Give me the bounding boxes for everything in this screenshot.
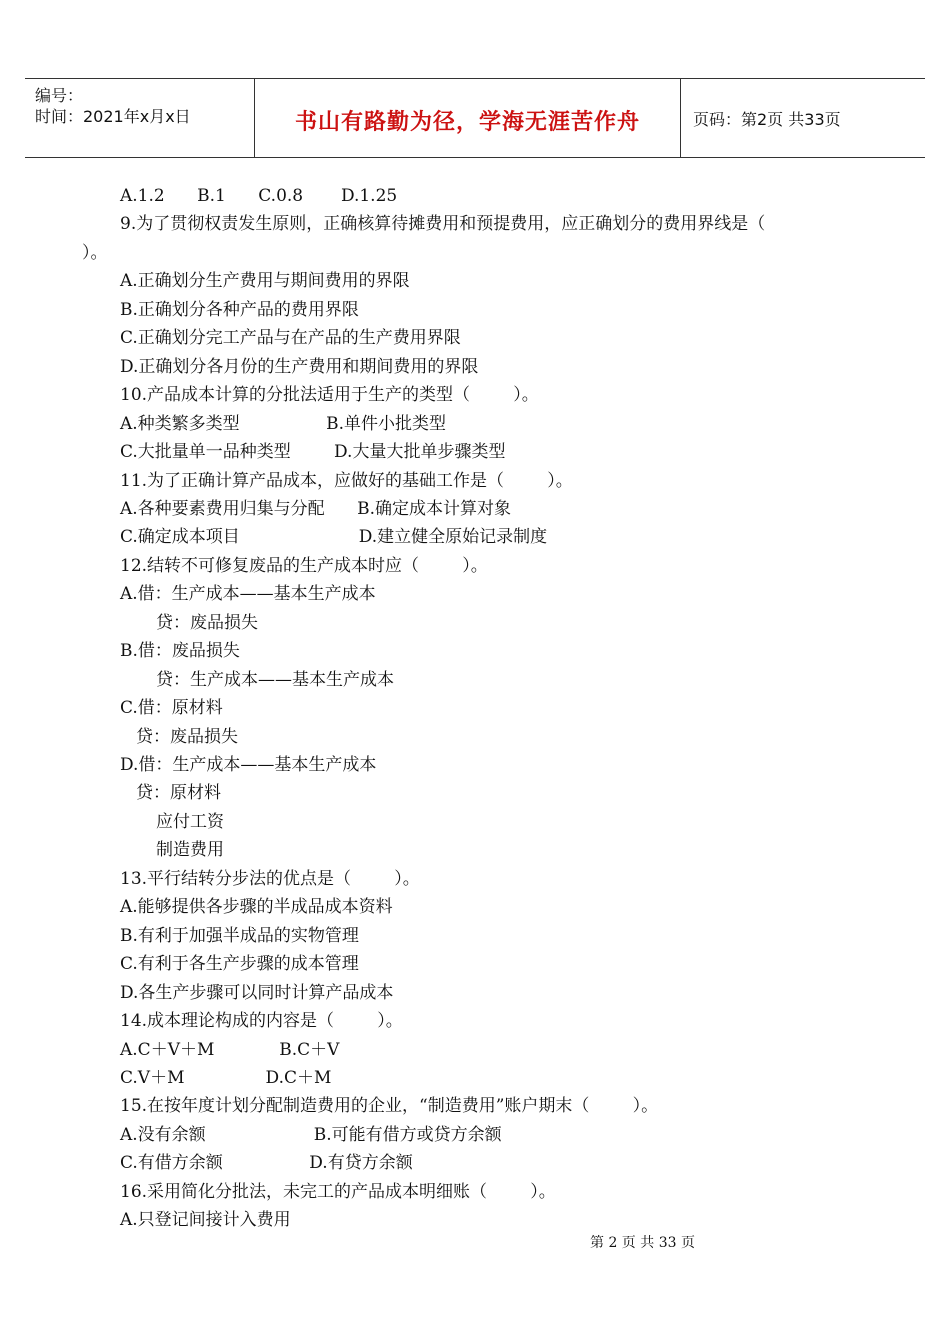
- text-line: C.正确划分完工产品与在产品的生产费用界限: [120, 328, 461, 349]
- motto-text: 书山有路勤为径，学海无涯苦作舟: [294, 109, 640, 135]
- text-line: D.各生产步骤可以同时计算产品成本: [120, 982, 394, 1003]
- text-line: A.种类繁多类型 B.单件小批类型: [120, 413, 447, 434]
- header-page-info: 页码：第2页 共33页: [693, 110, 841, 129]
- text-line: 制造费用: [156, 840, 224, 861]
- text-line: C.确定成本项目 D.建立健全原始记录制度: [120, 527, 548, 548]
- text-line: D.正确划分各月份的生产费用和期间费用的界限: [120, 356, 479, 377]
- text-line: 12.结转不可修复废品的生产成本时应（ ）。: [120, 555, 488, 576]
- text-line: 14.成本理论构成的内容是（ ）。: [120, 1011, 403, 1032]
- text-line: C.有利于各生产步骤的成本管理: [120, 954, 359, 975]
- text-line: 9.为了贯彻权责发生原则，正确核算待摊费用和预提费用，应正确划分的费用界线是（: [120, 214, 766, 235]
- text-line: A.1.2 B.1 C.0.8 D.1.25: [120, 186, 398, 206]
- text-line: B.借：废品损失: [120, 641, 240, 662]
- text-line: A.能够提供各步骤的半成品成本资料: [120, 897, 393, 918]
- text-line: A.各种要素费用归集与分配 B.确定成本计算对象: [120, 498, 511, 519]
- text-line: 11.为了正确计算产品成本，应做好的基础工作是（ ）。: [120, 470, 573, 491]
- text-line: A.正确划分生产费用与期间费用的界限: [120, 271, 410, 292]
- text-line: ）。: [82, 242, 108, 263]
- footer-page-number: 第 2 页 共 33 页: [590, 1235, 695, 1251]
- serial-label: 编号：: [35, 86, 84, 105]
- page-footer: [0, 1232, 950, 1252]
- text-line: C.借：原材料: [120, 698, 223, 719]
- text-line: 贷：原材料: [136, 783, 221, 804]
- text-line: 贷：废品损失: [136, 726, 238, 747]
- header-page-cell: [681, 79, 925, 157]
- text-line: A.只登记间接计入费用: [120, 1210, 291, 1231]
- text-line: 15.在按年度计划分配制造费用的企业，“制造费用”账户期末（ ）。: [120, 1096, 659, 1117]
- text-line: 应付工资: [156, 811, 224, 832]
- text-line: 贷：生产成本——基本生产成本: [156, 669, 394, 690]
- text-line: 10.产品成本计算的分批法适用于生产的类型（ ）。: [120, 385, 539, 406]
- text-line: A.借：生产成本——基本生产成本: [120, 584, 376, 605]
- text-line: C.大批量单一品种类型 D.大量大批单步骤类型: [120, 442, 506, 463]
- time-label: 时间：2021年x月x日: [35, 107, 191, 126]
- text-line: 16.采用简化分批法，未完工的产品成本明细账（ ）。: [120, 1181, 556, 1202]
- text-line: A.C＋V＋M B.C＋V: [120, 1039, 340, 1060]
- text-line: A.没有余额 B.可能有借方或贷方余额: [120, 1124, 502, 1145]
- page-header: [25, 78, 925, 158]
- text-line: C.有借方余额 D.有贷方余额: [120, 1153, 413, 1174]
- text-line: B.有利于加强半成品的实物管理: [120, 925, 359, 946]
- header-motto-cell: [255, 79, 681, 157]
- text-line: 13.平行结转分步法的优点是（ ）。: [120, 868, 420, 889]
- header-meta-cell: [25, 79, 255, 157]
- text-line: 贷：废品损失: [156, 612, 258, 633]
- text-line: D.借：生产成本——基本生产成本: [120, 755, 377, 775]
- text-line: C.V＋M D.C＋M: [120, 1067, 332, 1088]
- text-line: B.正确划分各种产品的费用界限: [120, 299, 359, 320]
